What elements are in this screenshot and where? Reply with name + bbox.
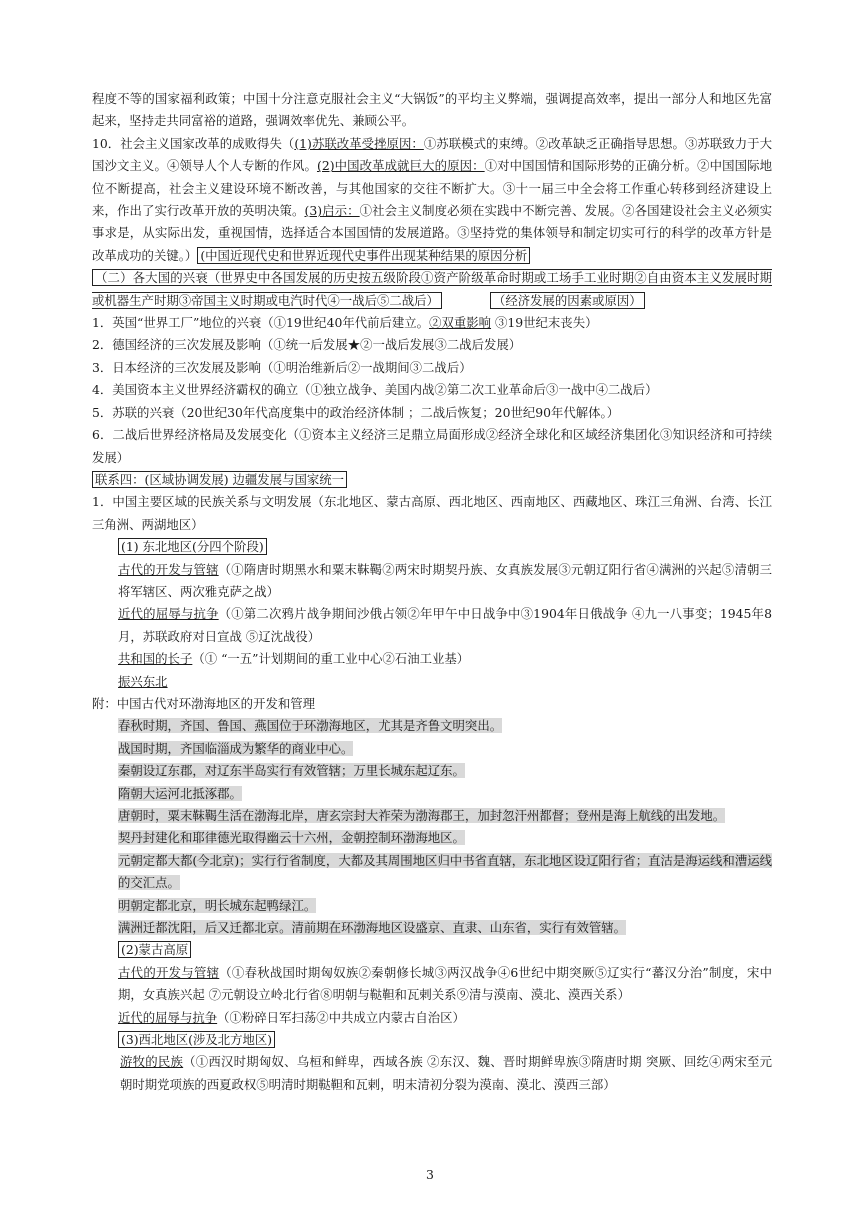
bohai-item bbox=[92, 850, 772, 895]
link-four bbox=[92, 469, 772, 491]
mongolia-ancient-heading: 古代的开发与管辖 bbox=[118, 964, 220, 980]
bohai-item bbox=[92, 760, 772, 782]
mongolia-title-line bbox=[92, 939, 772, 961]
soviet-failure-text: ①苏联模式的束缚。②改革缺乏正确指导思想。③苏联致力于大国沙文主义。④领导人个人专断的作风。 bbox=[92, 135, 772, 174]
lessons-heading: (3)启示： bbox=[304, 203, 360, 219]
item-usa: 4．美国资本主义世界经济霸权的确立（①独立战争、美国内战②第二次工业革命后③一战中④二战后） bbox=[92, 382, 658, 398]
reform-heading: 10．社会主义国家改革的成败得失（ bbox=[92, 135, 295, 151]
bohai-text: 满洲迁都沈阳，后又迁都北京。清前期在环渤海地区设盛京、直隶、山东省，实行有效管辖。 bbox=[118, 920, 627, 936]
bohai-text: 战国时期，齐国临淄成为繁华的商业中心。 bbox=[118, 740, 354, 756]
section-two-heading: （二）各大国的兴衰（世界史中各国发展的历史按五级阶段①资产阶级革命时期或工场手工业时期②自由资本主义发展时期或机器生产时期③帝国主义时期或电汽时代④一战后⑤二战后） bbox=[92, 270, 772, 308]
item-germany: 2．德国经济的三次发展及影响（①统一后发展★②一战后发展③二战后发展） bbox=[92, 337, 522, 353]
northwest-nomads bbox=[92, 1051, 772, 1096]
bohai-text: 明朝定都北京，明长城东起鸭绿江。 bbox=[118, 897, 317, 913]
bohai-item bbox=[92, 738, 772, 760]
section-two bbox=[92, 267, 772, 312]
bohai-item bbox=[92, 805, 772, 827]
northwest-title-line bbox=[92, 1029, 772, 1051]
northeast-modern-heading: 近代的屈辱与抗争 bbox=[118, 606, 219, 622]
item-postwar: 6．二战后世界经济格局及发展变化（①资本主义经济三足鼎立局面形成②经济全球化和区域经济集团化③知识经济和可持续发展） bbox=[92, 427, 772, 465]
northeast-republic-text: （① “一五”计划期间的重工业中心②石油工业基） bbox=[192, 651, 470, 667]
northeast-modern-text: （①第二次鸦片战争期间沙俄占领②年甲午中日战争中③1904年日俄战争 ④九一八事变；1945年8月，苏联政府对日宣战 ⑤辽沈战役） bbox=[118, 606, 773, 644]
northwest-nomads-text: （①西汉时期匈奴、乌桓和鲜卑，西域各族 ②东汉、魏、晋时期鲜卑族③隋唐时期 突厥、回纥④两宋至元朝时期党项族的西夏政权⑤明清时期鞑靼和瓦剌，明末清初分裂为漠南、漠北、漠西三部） bbox=[120, 1054, 772, 1092]
northeast-ancient bbox=[92, 559, 772, 604]
bohai-text: 秦朝设辽东郡，对辽东半岛实行有效管辖；万里长城东起辽东。 bbox=[118, 763, 465, 779]
appendix-heading: 附：中国古代对环渤海地区的开发和管理 bbox=[92, 695, 316, 711]
mongolia-ancient-text: （①春秋战国时期匈奴族②秦朝修长城③两汉战争④6世纪中期突厥⑤辽实行“蕃汉分治”制度，宋中期，女真族兴起 ⑦元朝设立岭北行省⑧明朝与鞑靼和瓦剌关系⑨清与漠南、漠北、漠西关系） bbox=[118, 964, 772, 1003]
bohai-text: 春秋时期，齐国、鲁国、燕国位于环渤海地区，尤其是齐鲁文明突出。 bbox=[118, 718, 503, 734]
northeast-title: (1) 东北地区(分四个阶段) bbox=[118, 538, 267, 555]
bohai-item bbox=[92, 827, 772, 849]
link-four-heading: 联系四：(区域协调发展) 边疆发展与国家统一 bbox=[92, 471, 347, 488]
bohai-item bbox=[92, 715, 772, 737]
northeast-revitalize-heading: 振兴东北 bbox=[118, 673, 168, 689]
page-content bbox=[92, 88, 772, 1096]
bohai-item bbox=[92, 917, 772, 939]
northeast-revitalize bbox=[92, 671, 772, 693]
mongolia-modern-text: （①粉碎日军扫荡②中共成立内蒙古自治区） bbox=[217, 1009, 465, 1025]
item-ussr: 5．苏联的兴衰（20世纪30年代高度集中的政治经济体制 ；二战后恢复；20世纪90年代解体。） bbox=[92, 404, 620, 420]
item-britain-dual-impact: ②双重影响 bbox=[429, 315, 492, 331]
bohai-text: 隋朝大运河北抵涿郡。 bbox=[118, 785, 242, 801]
northeast-republic bbox=[92, 648, 772, 670]
lessons-text: ①社会主义制度必须在实践中不断完善、发展。②各国建设社会主义必须实事求是，从实际出发，重视国情，选择适合本国国情的发展道路。③坚持党的集体领导和制定切实可行的科学的改革方针是改革成功的关键。） bbox=[92, 203, 772, 263]
northwest-nomads-heading: 游牧的民族 bbox=[120, 1054, 184, 1070]
bohai-text: 元朝定都大都(今北京)；实行行省制度，大都及其周围地区归中书省直辖，东北地区设辽阳行省；直沽是海运线和漕运线的交汇点。 bbox=[118, 852, 772, 891]
item-britain-text: 1．英国“世界工厂”地位的兴衰（①19世纪40年代前后建立。 bbox=[92, 315, 430, 331]
soviet-failure-heading: (1)苏联改革受挫原因： bbox=[294, 135, 424, 151]
china-success-text: ①对中国国情和国际形势的正确分析。②中国国际地位不断提高，社会主义建设环境不断改善，与其他国家的交往不断扩大。③十一届三中全会将工作重心转移到经济建设上来，作出了实行改革开放的英明决策。 bbox=[92, 158, 773, 219]
bohai-item bbox=[92, 895, 772, 917]
northeast-ancient-heading: 古代的开发与管辖 bbox=[118, 561, 219, 577]
regions-intro: 1．中国主要区域的民族关系与文明发展（东北地区、蒙古高原、西北地区、西南地区、西藏地区、珠江三角洲、台湾、长江三角洲、两湖地区） bbox=[92, 494, 772, 532]
mongolia-ancient bbox=[92, 962, 772, 1007]
mongolia-modern bbox=[92, 1007, 772, 1029]
paragraph-welfare: 程度不等的国家福利政策；中国十分注意克服社会主义“大锅饭”的平均主义弊端，强调提高效率，提出一部分人和地区先富起来，坚持走共同富裕的道路，强调效率优先、兼顾公平。 bbox=[92, 91, 772, 129]
item-britain-end: ③19世纪末丧失） bbox=[491, 315, 598, 331]
paragraph-reform bbox=[92, 133, 772, 267]
bohai-text: 契丹封建化和耶律德光取得幽云十六州，金朝控制环渤海地区。 bbox=[118, 830, 465, 846]
northwest-title: (3)西北地区(涉及北方地区) bbox=[118, 1031, 275, 1048]
item-britain bbox=[92, 312, 772, 334]
mongolia-modern-heading: 近代的屈辱与抗争 bbox=[118, 1009, 218, 1025]
northeast-title-line bbox=[92, 536, 772, 558]
cause-analysis-box: (中国近现代史和世界近现代史事件出现某种结果的原因分析 bbox=[197, 247, 530, 264]
northeast-republic-heading: 共和国的长子 bbox=[118, 651, 193, 667]
china-success-heading: (2)中国改革成就巨大的原因： bbox=[316, 158, 485, 174]
bohai-item bbox=[92, 783, 772, 805]
section-two-factors-box: （经济发展的因素或原因） bbox=[490, 292, 645, 309]
northeast-ancient-text: （①隋唐时期黑水和粟末靺鞨②两宋时期契丹族、女真族发展③元朝辽阳行省④满洲的兴起⑤清朝三将军辖区、两次雅克萨之战） bbox=[118, 561, 773, 599]
page-number: 3 bbox=[426, 1167, 434, 1182]
northeast-modern bbox=[92, 603, 772, 648]
item-japan: 3．日本经济的三次发展及影响（①明治维新后②一战期间③二战后） bbox=[92, 359, 472, 375]
bohai-text: 唐朝时，粟末靺鞨生活在渤海北岸，唐玄宗封大祚荣为渤海郡王，加封忽汗州都督；登州是海上航线的出发地。 bbox=[118, 808, 726, 823]
mongolia-title: (2)蒙古高原 bbox=[118, 941, 191, 958]
